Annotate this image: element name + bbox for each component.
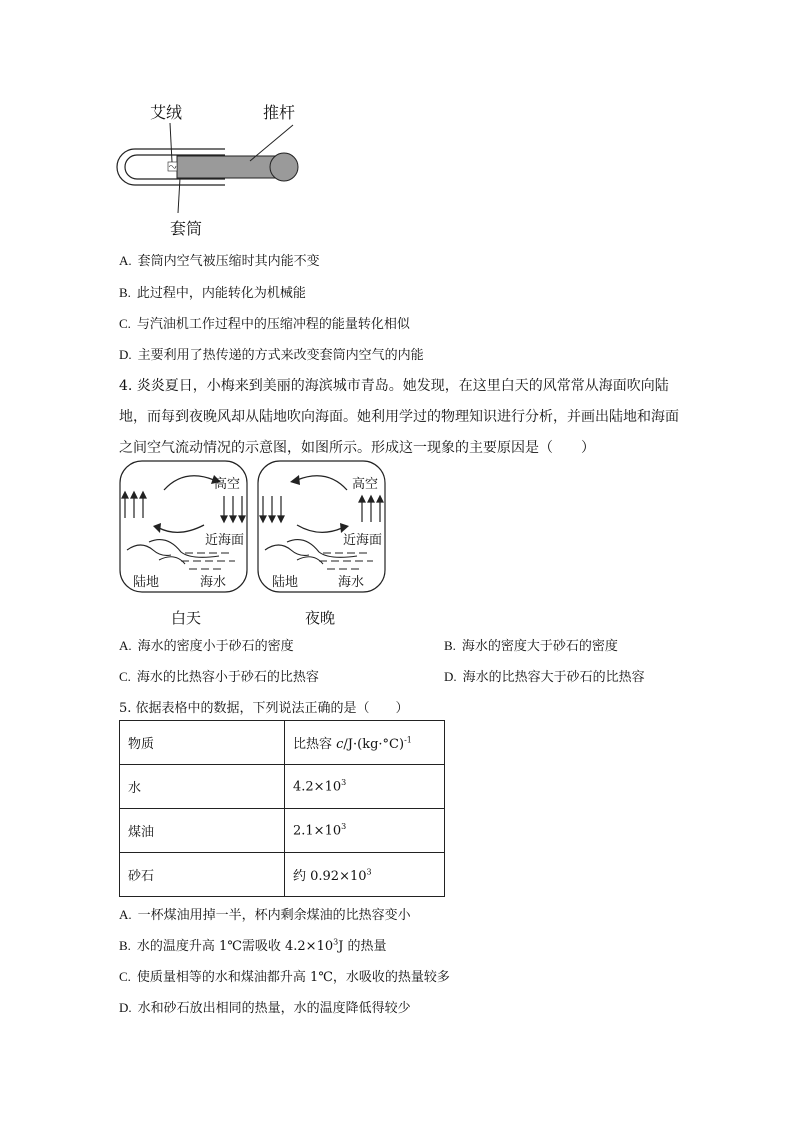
day-caption: 白天 [171, 609, 202, 627]
table-header-specific-heat: 比热容 $c/J\cdot(kg\cdot^\circ C)^{-1}$ [285, 721, 445, 765]
q4-option-b: B. 海水的密度大于砂石的密度 [444, 638, 618, 654]
table-cell-value: 约 $0.92\times 10^3$ [285, 853, 445, 897]
q3-option-a: A. 套筒内空气被压缩时其内能不变 [119, 253, 320, 269]
label-push-rod: 推杆 [263, 103, 296, 122]
table-row [120, 809, 445, 853]
night-label-near-sea: 近海面 [343, 533, 383, 548]
night-caption: 夜晚 [305, 609, 336, 627]
night-label-land: 陆地 [272, 575, 299, 590]
label-sleeve: 套筒 [170, 219, 203, 238]
day-label-land: 陆地 [133, 575, 160, 590]
q3-option-c: C. 与汽油机工作过程中的压缩冲程的能量转化相似 [119, 316, 410, 332]
night-label-sea: 海水 [338, 575, 365, 590]
label-ai-rong: 艾绒 [150, 103, 183, 122]
table-row [120, 853, 445, 897]
table-row [120, 765, 445, 809]
night-label-high-altitude: 高空 [352, 477, 379, 492]
table-header-row [120, 721, 445, 765]
table-header-substance: 物质 [120, 721, 285, 765]
specific-heat-table [119, 720, 445, 897]
day-label-sea: 海水 [200, 575, 227, 590]
q4-option-a: A. 海水的密度小于砂石的密度 [119, 638, 294, 654]
q4-stem-line-2: 地，而每到夜晚风却从陆地吹向海面。她利用学过的物理知识进行分析，并画出陆地和海面 [119, 409, 679, 425]
table-cell-substance: 砂石 [120, 853, 285, 897]
q3-option-d: D. 主要利用了热传递的方式来改变套筒内空气的内能 [119, 347, 424, 363]
q5-stem: 5. 依据表格中的数据，下列说法正确的是（ ） [119, 701, 409, 716]
table-cell-substance: 煤油 [120, 809, 285, 853]
q5-option-a: A. 一杯煤油用掉一半，杯内剩余煤油的比热容变小 [119, 907, 411, 923]
q5-option-d: D. 水和砂石放出相同的热量，水的温度降低得较少 [119, 1000, 411, 1016]
table-cell-value: $2.1\times 10^3$ [285, 809, 445, 853]
table-cell-substance: 水 [120, 765, 285, 809]
q3-option-b: B. 此过程中，内能转化为机械能 [119, 285, 306, 301]
table-cell-value: $4.2\times 10^3$ [285, 765, 445, 809]
q4-stem-line-3: 之间空气流动情况的示意图，如图所示。形成这一现象的主要原因是（ ） [119, 440, 595, 456]
day-label-near-sea: 近海面 [205, 533, 245, 548]
q4-stem-line-1: 4. 炎炎夏日，小梅来到美丽的海滨城市青岛。她发现，在这里白天的风常常从海面吹向陆 [119, 378, 669, 394]
day-label-high-altitude: 高空 [214, 477, 241, 492]
q5-option-b: B. 水的温度升高 1℃需吸收 $4.2\times 10^3J$ 的热量 [119, 937, 387, 954]
q5-option-c: C. 使质量相等的水和煤油都升高 1℃，水吸收的热量较多 [119, 969, 450, 985]
q4-option-d: D. 海水的比热容大于砂石的比热容 [444, 669, 645, 685]
q4-option-c: C. 海水的比热容小于砂石的比热容 [119, 669, 319, 685]
